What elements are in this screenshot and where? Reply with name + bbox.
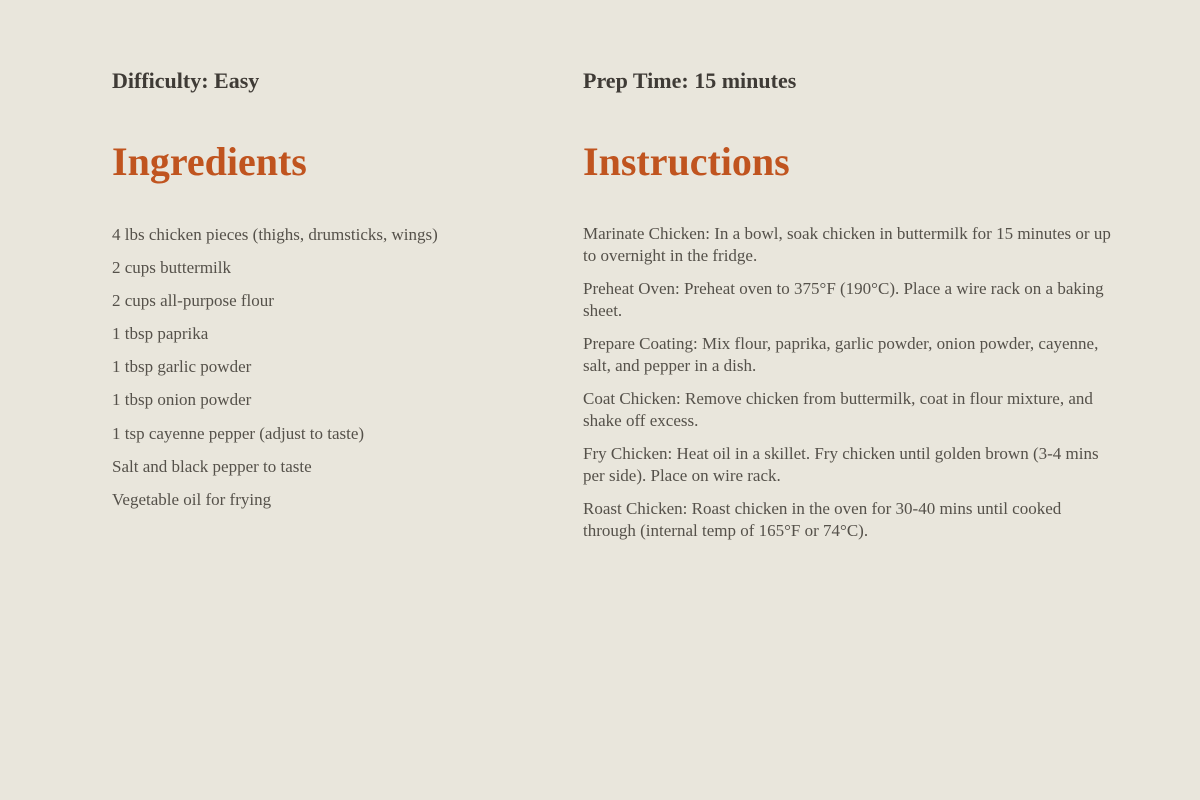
- instruction-step: Marinate Chicken: In a bowl, soak chicken in buttermilk for 15 minutes or up to overnight in the fridge.: [583, 224, 1111, 265]
- instruction-step: Prepare Coating: Mix flour, paprika, garlic powder, onion powder, cayenne, salt, and pepper in a dish.: [583, 334, 1099, 375]
- instruction-step: Coat Chicken: Remove chicken from buttermilk, coat in flour mixture, and shake off excess.: [583, 389, 1093, 430]
- ingredient-item: Salt and black pepper to taste: [112, 456, 312, 476]
- difficulty-label: Difficulty: Easy: [112, 68, 260, 93]
- ingredient-item: 2 cups all-purpose flour: [112, 291, 274, 311]
- ingredient-item: 1 tbsp paprika: [112, 324, 209, 344]
- ingredient-item: 1 tbsp garlic powder: [112, 357, 252, 377]
- instruction-step: Roast Chicken: Roast chicken in the oven for 30-40 mins until cooked through (internal temp of 165°F or 74°C).: [583, 499, 1062, 540]
- prep-time-label: Prep Time: 15 minutes: [583, 68, 797, 93]
- ingredient-item: Vegetable oil for frying: [112, 489, 272, 509]
- instructions-list: [583, 223, 1113, 553]
- ingredients-heading: Ingredients: [112, 139, 307, 184]
- instruction-step: Fry Chicken: Heat oil in a skillet. Fry chicken until golden brown (3-4 mins per side). Place on wire rack.: [583, 444, 1099, 485]
- ingredient-item: 1 tsp cayenne pepper (adjust to taste): [112, 423, 365, 443]
- ingredient-item: 4 lbs chicken pieces (thighs, drumsticks, wings): [112, 225, 438, 244]
- ingredients-list: [112, 224, 552, 522]
- ingredient-item: 2 cups buttermilk: [112, 258, 231, 278]
- instruction-step: Preheat Oven: Preheat oven to 375°F (190°C). Place a wire rack on a baking sheet.: [583, 279, 1104, 320]
- ingredient-item: 1 tbsp onion powder: [112, 390, 252, 410]
- instructions-heading: Instructions: [583, 139, 790, 184]
